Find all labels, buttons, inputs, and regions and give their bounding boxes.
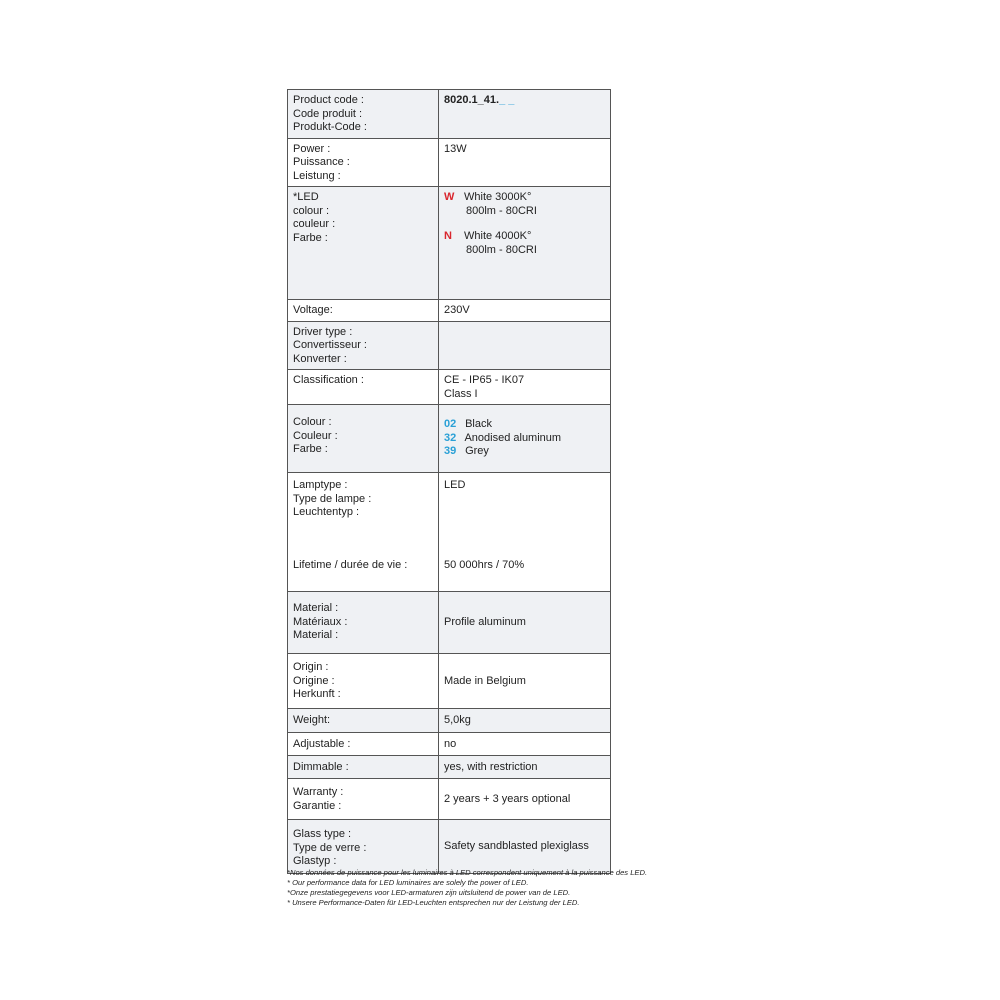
row-driver-type (288, 321, 611, 370)
row-adjustable (288, 733, 611, 756)
row-voltage (288, 300, 611, 322)
led-colour-value: W White 3000K° 800lm - 80CRI N White 4000K° 800lm - 80CRI (439, 187, 611, 300)
material-label: Material : Matériaux : Material : (288, 592, 439, 654)
lamptype-label: Lamptype : Type de lampe : Leuchtentyp : Lifetime / durée de vie : (288, 473, 439, 592)
row-colour (288, 405, 611, 473)
voltage-label: Voltage: (288, 300, 439, 322)
colour-option: 32 Anodised aluminum (444, 431, 562, 444)
material-value: Profile aluminum (439, 592, 611, 654)
row-weight (288, 709, 611, 733)
glass-label: Glass type : Type de verre : Glastyp : (288, 820, 439, 874)
colour-option: 02 Black (444, 418, 492, 430)
dimmable-label: Dimmable : (288, 756, 439, 779)
row-lamptype (288, 473, 611, 592)
origin-value: Made in Belgium (439, 654, 611, 709)
origin-label: Origin : Origine : Herkunft : (288, 654, 439, 709)
lifetime-value: 50 000hrs / 70% (444, 558, 525, 571)
footnote: * Our performance data for LED luminaires are solely the power of LED. (287, 878, 529, 887)
lamptype-value: LED 50 000hrs / 70% (439, 473, 611, 592)
colour-label: Colour : Couleur : Farbe : (288, 405, 439, 473)
driver-value (439, 321, 611, 370)
row-warranty (288, 779, 611, 820)
row-material (288, 592, 611, 654)
dimmable-value: yes, with restriction (439, 756, 611, 779)
row-glass-type (288, 820, 611, 874)
power-value: 13W (439, 138, 611, 187)
row-origin (288, 654, 611, 709)
row-dimmable (288, 756, 611, 779)
weight-label: Weight: (288, 709, 439, 733)
led-colour-label: *LED colour : couleur : Farbe : (288, 187, 439, 300)
lifetime-label: Lifetime / durée de vie : (293, 558, 408, 571)
row-power (288, 138, 611, 187)
product-code-value: 8020.1_41._ _ (439, 90, 611, 139)
driver-label: Driver type : Convertisseur : Konverter : (288, 321, 439, 370)
classification-label: Classification : (288, 370, 439, 405)
footnote: * Unsere Performance-Daten für LED-Leuchten entsprechen nur der Leistung der LED. (287, 898, 580, 907)
weight-value: 5,0kg (439, 709, 611, 733)
adjustable-label: Adjustable : (288, 733, 439, 756)
footnote: *Nos données de puissance pour les luminaires à LED correspondent uniquement à la puissance des LED. (287, 868, 648, 877)
product-code-suffix: _ _ (499, 94, 515, 106)
adjustable-value: no (439, 733, 611, 756)
spec-table (287, 89, 611, 874)
footnote: *Onze prestatiegegevens voor LED-armaturen zijn uitsluitend de power van de LED. (287, 888, 571, 897)
led-option: W White 3000K° (444, 191, 532, 203)
classification-value: CE - IP65 - IK07 Class I (439, 370, 611, 405)
voltage-value: 230V (439, 300, 611, 322)
warranty-label: Warranty : Garantie : (288, 779, 439, 820)
power-label: Power : Puissance : Leistung : (288, 138, 439, 187)
row-led-colour (288, 187, 611, 300)
colour-value (439, 405, 611, 473)
colour-option: 39 Grey (444, 445, 489, 457)
glass-value: Safety sandblasted plexiglass (439, 820, 611, 874)
row-classification (288, 370, 611, 405)
product-code-label: Product code : Code produit : Produkt-Code : (288, 90, 439, 139)
led-option: N White 4000K° (444, 230, 532, 242)
footnotes (287, 868, 727, 908)
row-product-code (288, 90, 611, 139)
warranty-value: 2 years + 3 years optional (439, 779, 611, 820)
